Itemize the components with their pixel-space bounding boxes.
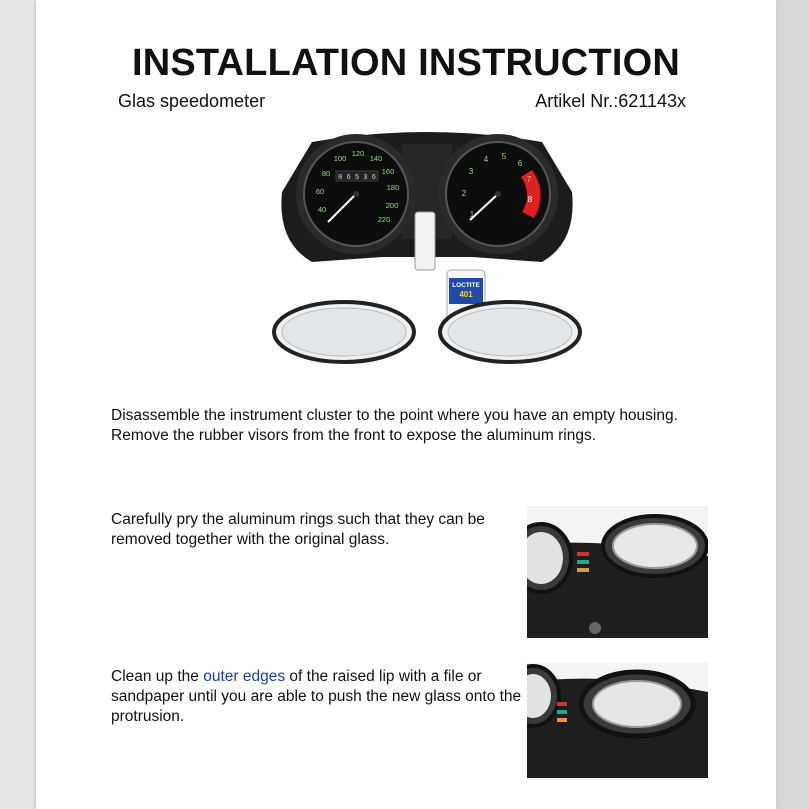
- tacho-tick: 6: [517, 159, 523, 168]
- tacho-tick: 1: [469, 210, 475, 219]
- document-page: [36, 0, 776, 809]
- glue-number: 401: [459, 290, 473, 299]
- step-3-text-start: Clean up the: [111, 668, 204, 685]
- tacho-tick: 7: [526, 175, 532, 184]
- document-title: INSTALLATION INSTRUCTION: [131, 42, 680, 84]
- tacho-tick: 5: [501, 152, 507, 161]
- step-3-text-end: of the raised lip with a file or sandpaper until you are able to push the new glass onto the protrusion.: [111, 668, 522, 725]
- speedo-tick: 180: [386, 183, 400, 192]
- odometer: 0 6 5 3 6: [338, 174, 376, 182]
- viewer-background-strip: [778, 0, 809, 809]
- tacho-tick: 2: [461, 189, 467, 198]
- glue-brand: LOCTITE: [452, 282, 480, 289]
- speedo-tick: 80: [321, 169, 331, 178]
- tacho-tick: 3: [468, 167, 474, 176]
- step-3-photo: [527, 662, 708, 778]
- product-name: Glas speedometer: [118, 91, 266, 111]
- speedo-tick: 140: [369, 154, 383, 163]
- speedo-tick: 160: [381, 167, 395, 176]
- step-2-photo: [527, 506, 708, 638]
- step-1-text: Disassemble the instrument cluster to the point where you have an empty housing. Remove the rubber visors from the front to expose the aluminum rings.: [111, 407, 678, 444]
- tacho-tick: 4: [483, 155, 489, 164]
- speedo-tick: 220: [377, 215, 391, 224]
- tacho-tick: 8: [527, 195, 533, 204]
- speedo-tick: 200: [385, 201, 399, 210]
- speedo-tick: 40: [317, 205, 327, 214]
- speedo-tick: 60: [315, 187, 325, 196]
- speedo-tick: 120: [351, 149, 365, 158]
- speedo-tick: 100: [333, 154, 347, 163]
- instrument-cluster-photo: [272, 122, 582, 372]
- step-2-text: Carefully pry the aluminum rings such that they can be removed together with the original glass.: [111, 511, 485, 548]
- step-3-text: [111, 667, 531, 727]
- article-number: Artikel Nr.:621143x: [535, 91, 686, 111]
- outer-edges-link[interactable]: outer edges: [203, 668, 286, 685]
